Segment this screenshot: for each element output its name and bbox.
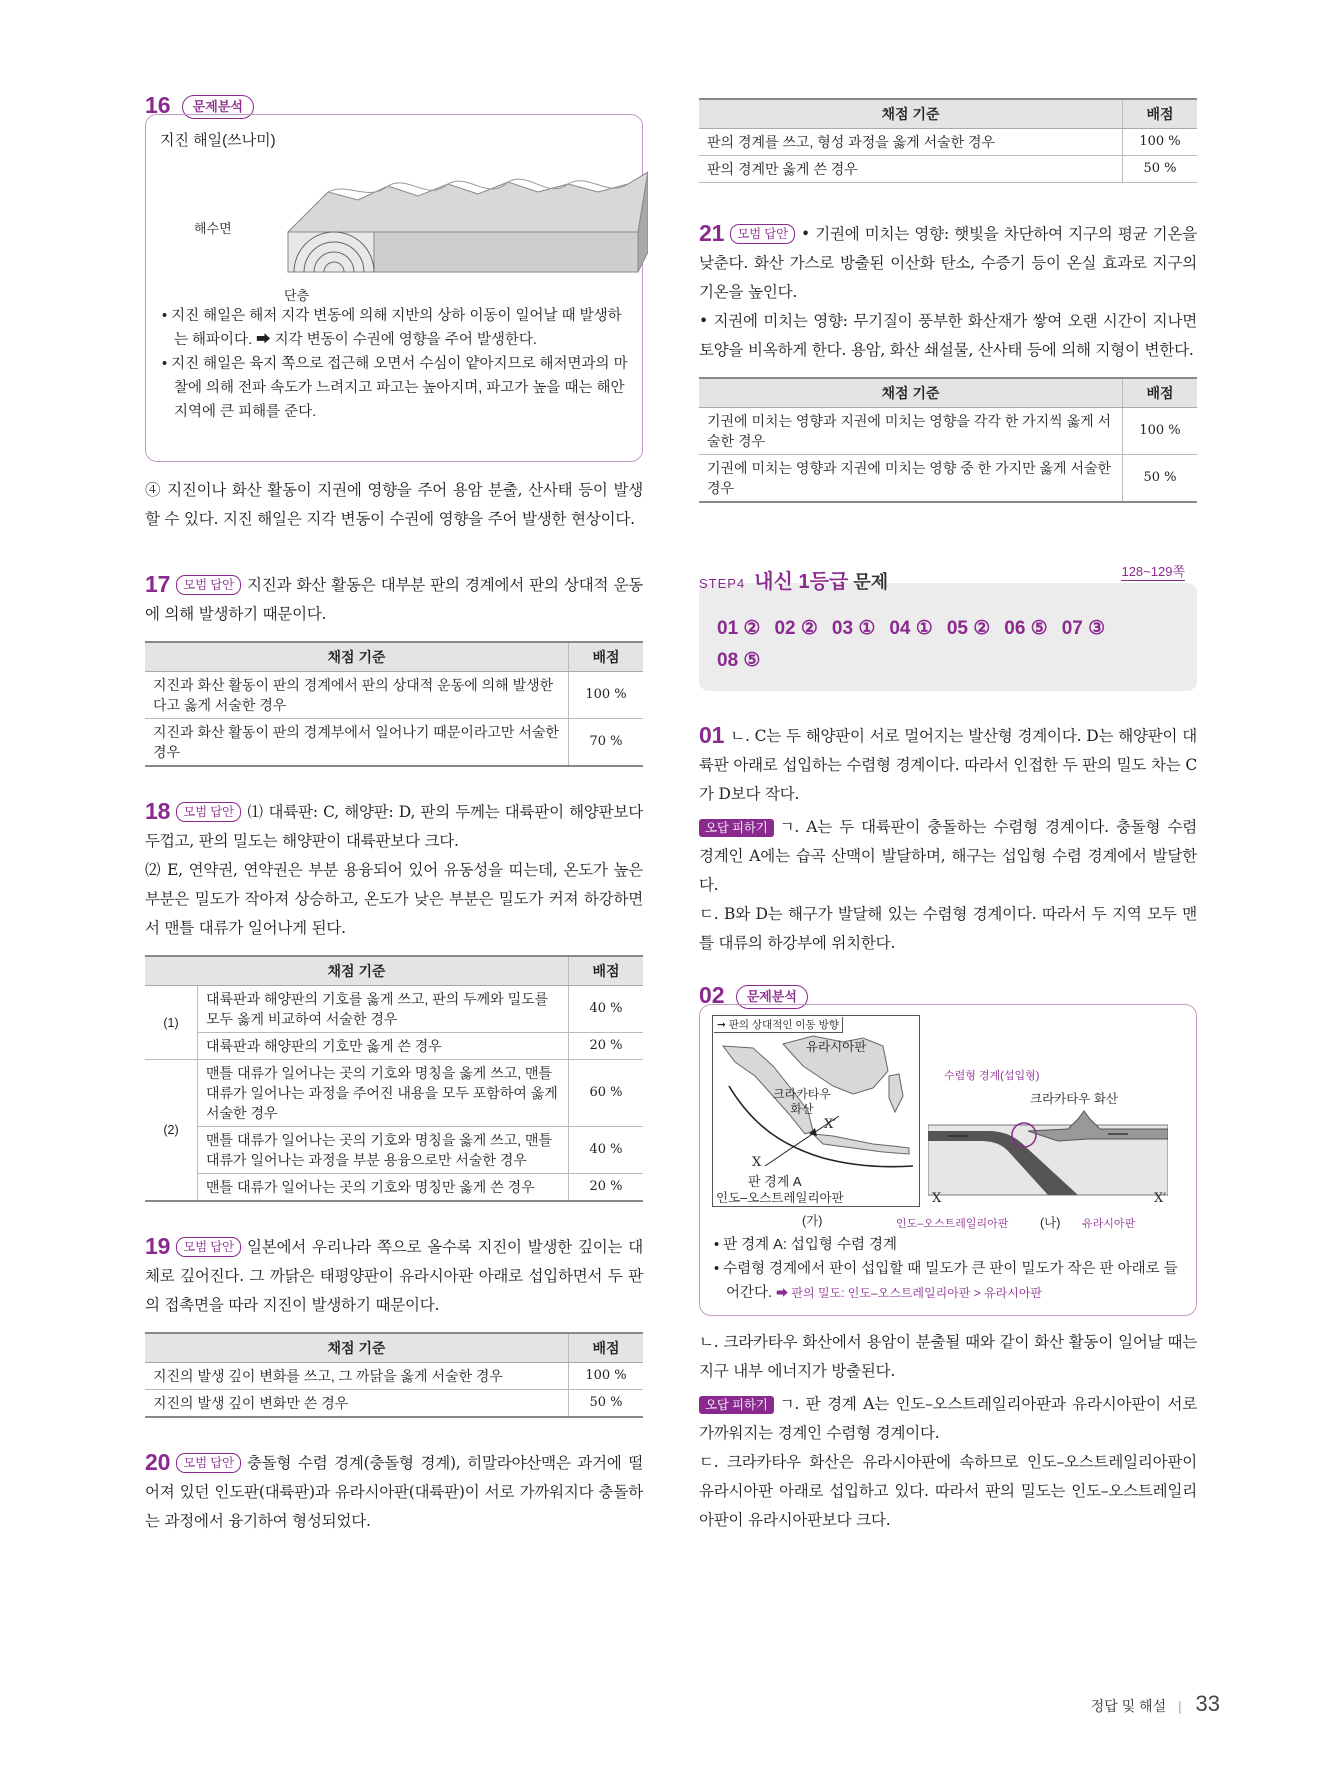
q18-criteria-3: 맨틀 대류가 일어나는 곳의 기호와 명칭을 옳게 쓰고, 맨틀 대류가 일어나는 과정을 주어진 내용을 모두 포함하여 옳게 서술한 경우 [198, 1060, 569, 1127]
q19-criteria-2: 지진의 발생 깊이 변화만 쓴 경우 [145, 1390, 569, 1418]
q18-header-points: 배점 [569, 956, 644, 986]
q19-criteria-1: 지진의 발생 깊이 변화를 쓰고, 그 까닭을 옳게 서술한 경우 [145, 1363, 569, 1390]
table-row [145, 1127, 643, 1174]
footer-label: 정답 및 해설 [1090, 1698, 1167, 1714]
q18-answer-1: ⑴ 대륙판: C, 해양판: D, 판의 두께는 대륙판이 해양판보다 두껍고, 판의 밀도는 해양판이 대륙판보다 크다. [145, 803, 643, 850]
q21-model-answer-tag: 모범 답안 [730, 224, 795, 244]
q20-number: 20 [145, 1449, 171, 1475]
a01-wrong-tag: 오답 피하기 [699, 819, 774, 837]
q17-header-points: 배점 [569, 642, 644, 672]
q19-model-answer-tag: 모범 답안 [176, 1237, 241, 1257]
q21-header-points: 배점 [1123, 378, 1198, 408]
a01-text-2: ㄱ. A는 두 대륙판이 충돌하는 수렴형 경계이다. 충돌형 수렴 경계인 A에는 습곡 산맥이 발달하며, 해구는 섭입형 수렴 경계에서 발달한다. [699, 818, 1197, 894]
table-row [145, 986, 643, 1033]
step4-label: STEP4 [699, 576, 746, 591]
step4-title-suffix: 문제 [853, 572, 889, 592]
q18-criteria-1: 대륙판과 해양판의 기호를 옳게 쓰고, 판의 두께와 밀도를 모두 옳게 비교하여 서술한 경우 [198, 986, 569, 1033]
table-row [145, 1033, 643, 1060]
q18-points-5: 20 % [569, 1174, 644, 1202]
map-xprime-label: X′ [824, 1117, 837, 1132]
q16-figure-title: 지진 해일(쓰나미) [160, 132, 276, 149]
q16-bullet-1: • 지진 해일은 해저 지각 변동에 의해 지반의 상하 이동이 일어날 때 발생하는 해파이다. ➡ 지각 변동이 수권에 영향을 주어 발생한다. [162, 308, 622, 348]
map-boundary-label: 판 경계 A [748, 1174, 802, 1189]
q17-scoring-table [145, 641, 643, 767]
a02-bullet-2-text: 수렴형 경계에서 판이 섭입할 때 밀도가 큰 판이 밀도가 작은 판 아래로 들어간다. [723, 1261, 1178, 1301]
page-footer: 정답 및 해설 | 33 [1090, 1691, 1220, 1716]
q21-points-1: 100 % [1123, 408, 1198, 455]
answer-03: 03 ① [831, 618, 876, 639]
section-indo-label: 인도–오스트레일리아판 [896, 1218, 1009, 1230]
table-row [699, 129, 1197, 156]
table-row [145, 1060, 643, 1127]
q18-header-criteria: 채점 기준 [145, 956, 569, 986]
a01-section [699, 721, 1197, 958]
q21-number: 21 [699, 220, 725, 246]
a02-analysis-box [699, 1004, 1197, 1316]
q16-explanation: ④ 지진이나 화산 활동이 지권에 영향을 주어 용암 분출, 산사태 등이 발생할 수 있다. 지진 해일은 지각 변동이 수권에 영향을 주어 발생한 현상이다. [145, 481, 643, 528]
q20-header-criteria: 채점 기준 [699, 99, 1123, 129]
q18-section [145, 797, 643, 1202]
answer-06: 06 ⑤ [1004, 618, 1048, 639]
section-xprime-label: X′ [1154, 1191, 1167, 1206]
tsunami-diagram [208, 162, 648, 282]
table-row [145, 719, 643, 767]
a02-density-note: ➡ 판의 밀도: 인도–오스트레일리아판 > 유라시아판 [776, 1286, 1043, 1300]
q19-points-2: 50 % [569, 1390, 644, 1418]
q21-scoring-table [699, 377, 1197, 503]
map-x-label: X [752, 1155, 762, 1170]
q21-section [699, 219, 1197, 503]
q18-points-4: 40 % [569, 1127, 644, 1174]
table-row [699, 408, 1197, 455]
q21-header-criteria: 채점 기준 [699, 378, 1123, 408]
q18-scoring-table [145, 955, 643, 1202]
answer-02: 02 ② [774, 618, 818, 639]
q21-criteria-1: 기권에 미치는 영향과 지권에 미치는 영향을 각각 한 가지씩 옳게 서술한 경우 [699, 408, 1123, 455]
plate-figure [712, 1015, 1184, 1233]
q19-points-1: 100 % [569, 1363, 644, 1390]
q19-answer: 일본에서 우리나라 쪽으로 올수록 지진이 발생한 깊이는 대체로 깊어진다. 그 까닭은 태평양판이 유라시아판 아래로 섭입하면서 두 판의 접촉면을 따라 지진이 발생하기 때문이다. [145, 1238, 643, 1314]
q18-group-2: (2) [145, 1060, 198, 1202]
answer-01: 01 ② [717, 618, 761, 639]
q20-scoring-table [699, 98, 1197, 183]
a02-bullet-1: • 판 경계 A: 섭입형 수렴 경계 [714, 1237, 898, 1253]
q18-group-1: (1) [145, 986, 198, 1060]
a02-text-3: ㄷ. 크라카타우 화산은 유라시아판에 속하므로 인도–오스트레일리아판이 유라시아판 아래로 섭입하고 있다. 따라서 판의 밀도는 인도–오스트레일리아판이 유라시아판보다 크다. [699, 1453, 1197, 1529]
q17-criteria-2: 지진과 화산 활동이 판의 경계부에서 일어나기 때문이라고만 서술한 경우 [145, 719, 569, 767]
fault-label: 단층 [284, 288, 310, 303]
q19-header-points: 배점 [569, 1333, 644, 1363]
caption-b: (나) [1040, 1216, 1061, 1230]
map-legend: ➞ 판의 상대적인 이동 방향 [714, 1017, 843, 1033]
q16-bullet-2: • 지진 해일은 육지 쪽으로 접근해 오면서 수심이 얕아지므로 해저면과의 마찰에 의해 전파 속도가 느려지고 파고는 높아지며, 파고가 높을 때는 해안 지역에 큰 피해를 준다. [162, 356, 628, 420]
q17-points-1: 100 % [569, 672, 644, 719]
q18-model-answer-tag: 모범 답안 [176, 802, 241, 822]
a02-analysis-tag: 문제분석 [736, 985, 808, 1009]
q17-points-2: 70 % [569, 719, 644, 767]
q17-number: 17 [145, 571, 171, 597]
sea-surface-label: 해수면 [194, 221, 232, 236]
a02-bullet-1-text: 판 경계 A: 섭입형 수렴 경계 [723, 1237, 898, 1253]
q17-section [145, 570, 643, 767]
q17-header-criteria: 채점 기준 [145, 642, 569, 672]
q20-answer: 충돌형 수렴 경계(충돌형 경계), 히말라야산맥은 과거에 떨어져 있던 인도판(대륙판)과 유라시아판(대륙판)이 서로 가까워지다 충돌하는 과정에서 융기하여 형성되었다. [145, 1454, 643, 1530]
a02-section [699, 982, 1197, 1535]
map-eurasia-label: 유라시아판 [806, 1040, 867, 1054]
q20-points-1: 100 % [1123, 129, 1198, 156]
q20-criteria-1: 판의 경계를 쓰고, 형성 과정을 옳게 서술한 경우 [699, 129, 1123, 156]
q19-scoring-table [145, 1332, 643, 1418]
section-eurasia-label: 유라시아판 [1082, 1218, 1136, 1230]
q21-answer-2: • 지권에 미치는 영향: 무기질이 풍부한 화산재가 쌓여 오랜 시간이 지나면 토양을 비옥하게 한다. 용암, 화산 쇄설물, 산사태 등에 의해 지형이 변한다. [699, 312, 1197, 359]
left-column [145, 92, 643, 1536]
q16-section [145, 92, 643, 534]
map-indo-label: 인도–오스트레일리아판 [716, 1191, 844, 1205]
a02-bullet-2: • 수렴형 경계에서 판이 섭입할 때 밀도가 큰 판이 밀도가 작은 판 아래로 들어간다. ➡ 판의 밀도: 인도–오스트레일리아판 > 유라시아판 [714, 1261, 1178, 1301]
step4-pages: 128~129쪽 [1121, 561, 1185, 581]
answer-08: 08 ⑤ [717, 650, 761, 671]
q21-answer-1: • 기권에 미치는 영향: 햇빛을 차단하여 지구의 평균 기온을 낮춘다. 화산 가스로 방출된 이산화 탄소, 수증기 등이 온실 효과로 지구의 기온을 높인다. [699, 225, 1197, 301]
q20-header-points: 배점 [1123, 99, 1198, 129]
q21-points-2: 50 % [1123, 455, 1198, 503]
q21-criteria-2: 기권에 미치는 영향과 지권에 미치는 영향 중 한 가지만 옳게 서술한 경우 [699, 455, 1123, 503]
a02-wrong-tag: 오답 피하기 [699, 1396, 774, 1414]
step4-section [699, 565, 1197, 691]
step4-answer-bar [699, 583, 1197, 691]
table-row [699, 455, 1197, 503]
convergent-boundary-label: 수렴형 경계(섭입형) [944, 1070, 1040, 1082]
q18-number: 18 [145, 798, 171, 824]
q18-criteria-4: 맨틀 대류가 일어나는 곳의 기호와 명칭을 옳게 쓰고, 맨틀 대류가 일어나는 과정을 부분 용융으로만 서술한 경우 [198, 1127, 569, 1174]
answer-04: 04 ① [889, 618, 933, 639]
q16-analysis-box [145, 114, 643, 462]
table-row [145, 1390, 643, 1418]
q18-answer-2: ⑵ E, 연약권, 연약권은 부분 용융되어 있어 유동성을 띠는데, 온도가 높은 부분은 밀도가 작아져 상승하고, 온도가 낮은 부분은 밀도가 커져 하강하면서 맨틀 대류가 일어나게 된다. [145, 861, 643, 937]
q18-points-3: 60 % [569, 1060, 644, 1127]
a01-number: 01 [699, 722, 725, 748]
section-x-label: X [932, 1191, 942, 1206]
table-row [699, 156, 1197, 183]
q17-model-answer-tag: 모범 답안 [176, 575, 241, 595]
q19-header-criteria: 채점 기준 [145, 1333, 569, 1363]
q18-points-2: 20 % [569, 1033, 644, 1060]
table-row [145, 1363, 643, 1390]
q20-section [145, 1448, 643, 1536]
q19-number: 19 [145, 1233, 171, 1259]
q17-criteria-1: 지진과 화산 활동이 판의 경계에서 판의 상대적 운동에 의해 발생한다고 옳게 서술한 경우 [145, 672, 569, 719]
a02-text: ㄴ. 크라카타우 화산에서 용암이 분출될 때와 같이 화산 활동이 일어날 때는 지구 내부 에너지가 방출된다. [699, 1333, 1197, 1380]
q18-points-1: 40 % [569, 986, 644, 1033]
a02-number: 02 [699, 982, 725, 1008]
a01-text: ㄴ. C는 두 해양판이 서로 멀어지는 발산형 경계이다. D는 해양판이 대륙판 아래로 섭입하는 수렴형 경계이다. 따라서 인접한 두 판의 밀도 차는 C가 D보다 작다. [699, 727, 1197, 803]
answer-07: 07 ③ [1061, 618, 1106, 639]
q20-model-answer-tag: 모범 답안 [176, 1453, 241, 1473]
right-column [699, 92, 1197, 1535]
q18-criteria-5: 맨틀 대류가 일어나는 곳의 기호와 명칭만 옳게 쓴 경우 [198, 1174, 569, 1202]
q18-criteria-2: 대륙판과 해양판의 기호만 옳게 쓴 경우 [198, 1033, 569, 1060]
q16-number: 16 [145, 92, 171, 118]
q20-points-2: 50 % [1123, 156, 1198, 183]
q16-analysis-tag: 문제분석 [182, 95, 254, 119]
q16-bullet-1-text: 지진 해일은 해저 지각 변동에 의해 지반의 상하 이동이 일어날 때 발생하는 해파이다. ➡ 지각 변동이 수권에 영향을 주어 발생한다. [171, 308, 622, 348]
a01-text-3: ㄷ. B와 D는 해구가 발달해 있는 수렴형 경계이다. 따라서 두 지역 모두 맨틀 대류의 하강부에 위치한다. [699, 905, 1197, 952]
caption-a: (가) [802, 1214, 823, 1228]
table-row [145, 672, 643, 719]
page-number: 33 [1195, 1691, 1220, 1716]
q20-criteria-2: 판의 경계만 옳게 쓴 경우 [699, 156, 1123, 183]
q17-answer: 지진과 화산 활동은 대부분 판의 경계에서 판의 상대적 운동에 의해 발생하기 때문이다. [145, 576, 643, 623]
map-krakatoa-label: 크라카타우 화산 [773, 1087, 831, 1116]
answer-05: 05 ② [946, 618, 991, 639]
subduction-cross-section [928, 1105, 1168, 1215]
q19-section [145, 1232, 643, 1418]
table-row [145, 1174, 643, 1202]
section-krakatoa-label: 크라카타우 화산 [1030, 1092, 1118, 1106]
step4-title: 내신 1등급 [754, 571, 849, 593]
a02-text-2: ㄱ. 판 경계 A는 인도–오스트레일리아판과 유라시아판이 서로 가까워지는 경계인 수렴형 경계이다. [699, 1395, 1197, 1442]
q16-bullet-2-text: 지진 해일은 육지 쪽으로 접근해 오면서 수심이 얕아지므로 해저면과의 마찰에 의해 전파 속도가 느려지고 파고는 높아지며, 파고가 높을 때는 해안 지역에 큰 피해를 준다. [171, 356, 628, 420]
